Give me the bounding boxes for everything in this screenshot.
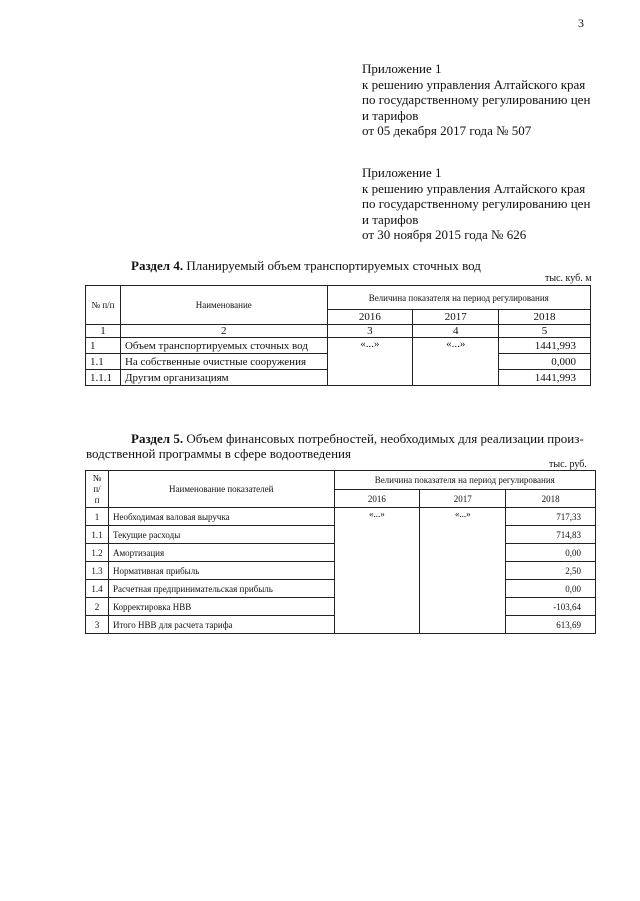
value-2018: 1441,993 (499, 370, 591, 386)
value-2018: 0,00 (506, 580, 596, 598)
value-2018: 0,000 (499, 354, 591, 370)
section4-title (131, 258, 481, 273)
col-period-header: Величина показателя на период регулирования (334, 471, 595, 490)
value-2018: 0,00 (506, 544, 596, 562)
year-header: 2017 (413, 310, 499, 325)
section5-title-text: Объем финансовых потребностей, необходимых для реализации произ- (183, 431, 584, 446)
section4-unit: тыс. куб. м (545, 273, 592, 284)
appendix-header-1 (362, 61, 590, 139)
row-name: Текущие расходы (108, 526, 334, 544)
row-name: Нормативная прибыль (108, 562, 334, 580)
appendix-line: по государственному регулированию цен (362, 196, 591, 211)
row-name: Другим организациям (120, 370, 327, 386)
row-name: Итого НВВ для расчета тарифа (108, 616, 334, 634)
page-number: 3 (578, 16, 584, 30)
index-cell: 5 (499, 325, 591, 338)
year-header: 2016 (334, 490, 420, 508)
row-num: 1.1 (86, 354, 121, 370)
section5-table (85, 470, 596, 634)
row-name: Расчетная предпринимательская прибыль (108, 580, 334, 598)
year-header: 2018 (499, 310, 591, 325)
col-name-header: Наименование (120, 286, 327, 325)
value-2018: 714,83 (506, 526, 596, 544)
appendix-line: к решению управления Алтайского края (362, 76, 586, 92)
col-num-header: № п/ п (86, 471, 109, 508)
value-2018: 613,69 (506, 616, 596, 634)
index-cell: 1 (86, 325, 121, 338)
section4-table (85, 285, 591, 386)
col-name-header: Наименование показателей (108, 471, 334, 508)
appendix-line: по государственному регулированию цен (362, 92, 591, 107)
row-num: 1.4 (86, 580, 109, 598)
row-name: Амортизация (108, 544, 334, 562)
index-cell: 2 (120, 325, 327, 338)
row-num: 1 (86, 338, 121, 354)
section4-title-bold: Раздел 4. (131, 258, 184, 273)
row-name: На собственные очистные сооружения (120, 354, 327, 370)
appendix-line: от 05 декабря 2017 года № 507 (362, 123, 532, 138)
row-name: Необходимая валовая выручка (108, 508, 334, 526)
appendix-line: Приложение 1 (362, 165, 442, 180)
appendix-line: от 30 ноября 2015 года № 626 (362, 227, 527, 242)
value-2018: 1441,993 (499, 338, 591, 354)
row-num: 1.3 (86, 562, 109, 580)
placeholder-2016: «...» (327, 338, 413, 386)
col-period-header: Величина показателя на период регулирования (327, 286, 590, 310)
appendix-line: к решению управления Алтайского края (362, 180, 586, 196)
row-num: 1.1 (86, 526, 109, 544)
row-num: 1.1.1 (86, 370, 121, 386)
section5-title-bold: Раздел 5. (131, 431, 184, 446)
year-header: 2018 (506, 490, 596, 508)
appendix-line: Приложение 1 (362, 61, 442, 76)
section5-title-line1 (131, 431, 584, 446)
placeholder-2016: «...» (334, 508, 420, 634)
year-header: 2016 (327, 310, 413, 325)
section5-unit: тыс. руб. (549, 459, 587, 470)
row-num: 3 (86, 616, 109, 634)
value-2018: 2,50 (506, 562, 596, 580)
placeholder-2017: «...» (420, 508, 506, 634)
appendix-line: и тарифов (362, 211, 419, 227)
row-name: Объем транспортируемых сточных вод (120, 338, 327, 354)
placeholder-2017: «...» (413, 338, 499, 386)
appendix-header-2 (362, 165, 590, 243)
table-row (86, 508, 596, 526)
col-num-header: № п/п (86, 286, 121, 325)
year-header: 2017 (420, 490, 506, 508)
section5-title-line2: водственной программы в сфере водоотведения (86, 446, 351, 461)
value-2018: 717,33 (506, 508, 596, 526)
index-cell: 3 (327, 325, 413, 338)
table-row (86, 338, 591, 354)
value-2018: -103,64 (506, 598, 596, 616)
row-num: 1.2 (86, 544, 109, 562)
row-name: Корректировка НВВ (108, 598, 334, 616)
section4-title-text: Планируемый объем транспортируемых сточных вод (183, 258, 481, 273)
index-cell: 4 (413, 325, 499, 338)
row-num: 2 (86, 598, 109, 616)
appendix-line: и тарифов (362, 107, 419, 123)
row-num: 1 (86, 508, 109, 526)
